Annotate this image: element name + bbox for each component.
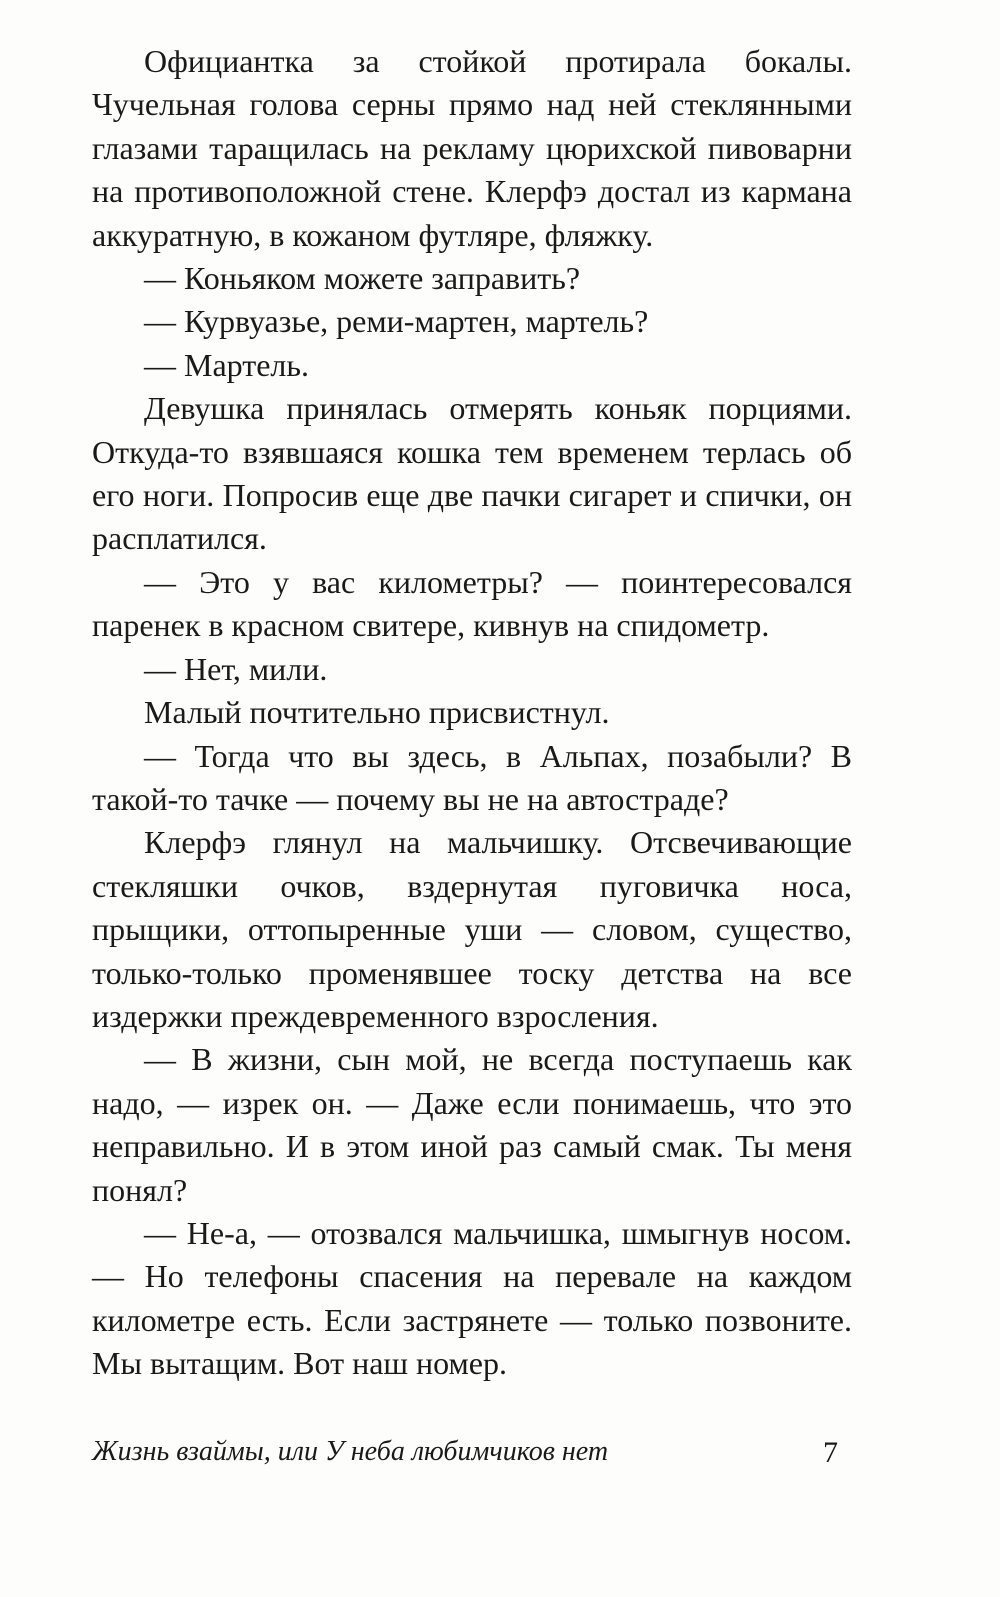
page-number: 7 [823,1436,838,1469]
paragraph: — Мартель. [144,346,309,383]
paragraph: — В жизни, сын мой, не всегда поступаешь как надо, — изрек он. — Даже если понимаешь, что это неправильно. И в этом иной раз самый смак. Ты меня понял? [92,1041,852,1208]
paragraph: — Курвуазье, реми-мартен, мартель? [144,303,649,340]
paragraph: Клерфэ глянул на мальчишку. Отсвечивающие стекляшки очков, вздернутая пуговичка носа, прыщики, оттопыренные уши — словом, существо, только-только променявшее тоску детства на все издержки преждевременного взросления. [92,824,852,1034]
paragraph: Малый почтительно присвистнул. [144,694,610,731]
body-text [92,40,852,1386]
paragraph: — Это у вас километры? — поинтересовался паренек в красном свитере, кивнув на спидометр. [92,563,852,644]
paragraph: — Не-а, — отозвался мальчишка, шмыгнув носом. — Но телефоны спасения на перевале на каждом километре есть. Если застрянете — только позвоните. Мы вытащим. Вот наш номер. [92,1214,852,1382]
paragraph: Девушка принялась отмерять коньяк порциями. Откуда-то взявшаяся кошка тем временем терлась об его ноги. Попросив еще две пачки сигарет и спички, он расплатился. [92,390,852,557]
page-footer [92,1436,852,1476]
running-title: Жизнь взаймы, или У неба любимчиков нет [92,1436,609,1467]
paragraph: — Коньяком можете заправить? [144,260,581,297]
paragraph: — Тогда что вы здесь, в Альпах, позабыли? В такой-то тачке — почему вы не на автостраде? [92,737,852,817]
paragraph: Официантка за стойкой протирала бокалы. Чучельная голова серны прямо над ней стеклянными глазами таращилась на рекламу цюрихской пивоварни на противоположной стене. Клерфэ достал из кармана аккуратную, в кожаном футляре, фляжку. [92,43,852,253]
paragraph: — Нет, мили. [144,650,328,687]
